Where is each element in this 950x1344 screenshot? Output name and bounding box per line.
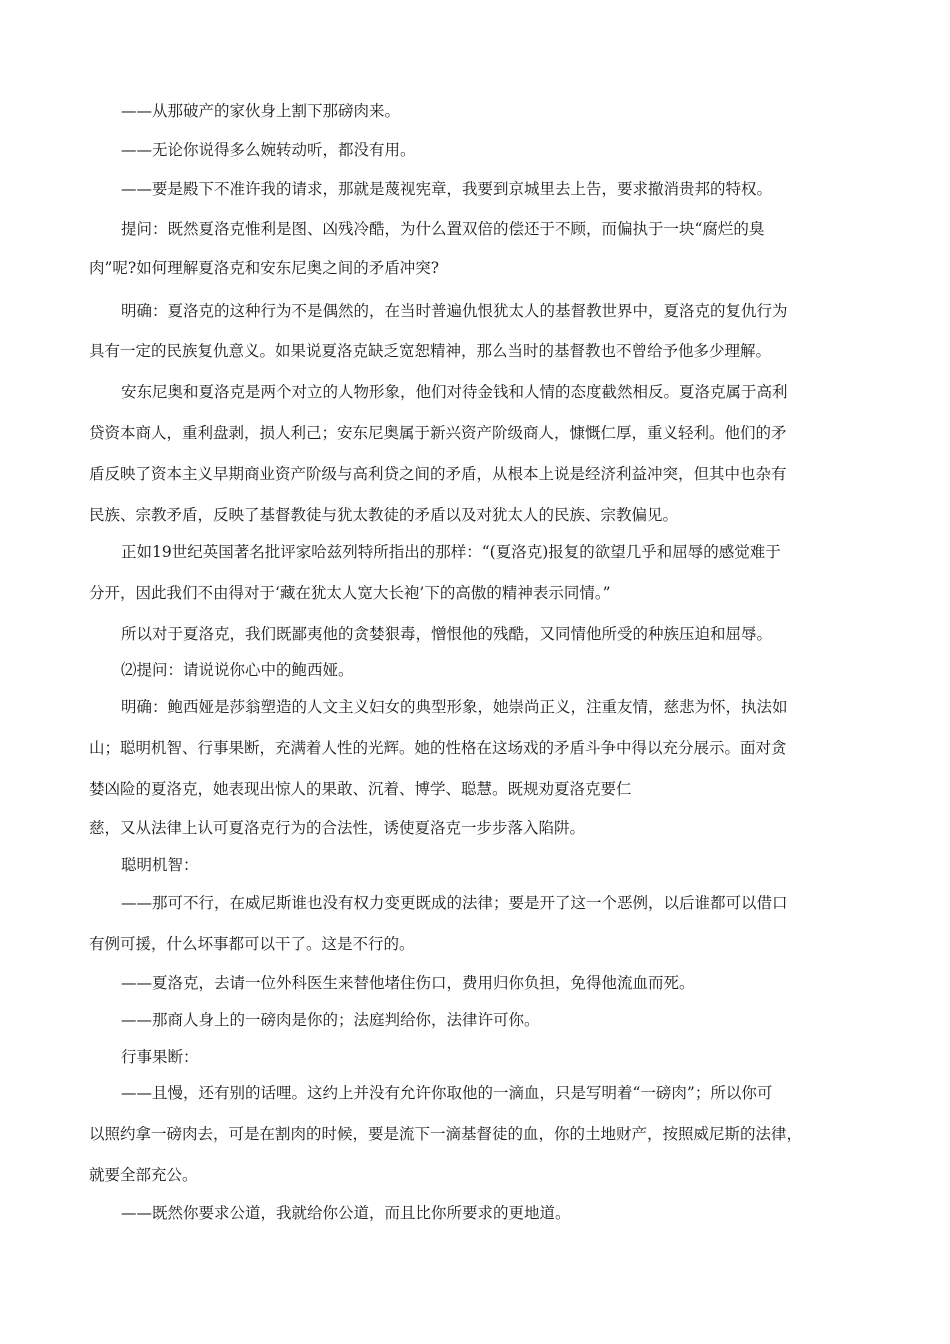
text-line: 分开，因此我们不由得对于‘藏在犹太人宽大长袍’下的高傲的精神表示同情。”: [89, 584, 611, 602]
text-line: 安东尼奥和夏洛克是两个对立的人物形象，他们对待金钱和人情的态度截然相反。夏洛克属于高利: [121, 383, 788, 401]
text-line: 肉”呢?如何理解夏洛克和安东尼奥之间的矛盾冲突?: [89, 259, 440, 277]
text-line: ——夏洛克，去请一位外科医生来替他堵住伤口，费用归你负担，免得他流血而死。: [121, 974, 695, 992]
text-line: 婪凶险的夏洛克，她表现出惊人的果敢、沉着、博学、聪慧。既规劝夏洛克要仁: [89, 780, 632, 798]
text-line: 行事果断：: [121, 1048, 199, 1066]
text-line: 贷资本商人，重利盘剥，损人利己；安东尼奥属于新兴资产阶级商人，慷慨仁厚，重义轻利。他们的矛: [89, 424, 787, 442]
text-line: 民族、宗教矛盾，反映了基督教徒与犹太教徒的矛盾以及对犹太人的民族、宗教偏见。: [89, 506, 679, 524]
text-line: 就要全部充公。: [89, 1166, 198, 1184]
text-line: 盾反映了资本主义早期商业资产阶级与高利贷之间的矛盾，从根本上说是经济利益冲突，但其中也杂有: [89, 465, 787, 483]
text-line: ——从那破产的家伙身上割下那磅肉来。: [121, 102, 401, 120]
text-line: 具有一定的民族复仇意义。如果说夏洛克缺乏宽恕精神，那么当时的基督教也不曾给予他多少理解。: [89, 342, 772, 360]
text-line: ——且慢，还有别的话哩。这约上并没有允许你取他的一滴血，只是写明着“一磅肉”；所以你可: [121, 1084, 773, 1102]
text-line: 提问：既然夏洛克惟利是图、凶残冷酷，为什么置双倍的偿还于不顾，而偏执于一块“腐烂的臭: [121, 220, 765, 238]
text-line: ——那可不行，在威尼斯谁也没有权力变更既成的法律；要是开了这一个恶例，以后谁都可以借口: [121, 894, 788, 912]
text-line: 有例可援，什么坏事都可以干了。这是不行的。: [89, 935, 415, 953]
text-line: 聪明机智：: [121, 856, 199, 874]
text-line: 以照约拿一磅肉去，可是在割肉的时候，要是流下一滴基督徒的血，你的土地财产，按照威尼斯的法律，: [89, 1125, 803, 1143]
text-line: ⑵提问：请说说你心中的鲍西娅。: [121, 661, 354, 679]
text-line: 山；聪明机智、行事果断，充满着人性的光辉。她的性格在这场戏的矛盾斗争中得以充分展示。面对贪: [89, 739, 787, 757]
text-line: 明确：鲍西娅是莎翁塑造的人文主义妇女的典型形象，她崇尚正义，注重友情，慈悲为怀，执法如: [121, 698, 788, 716]
text-line: ——无论你说得多么婉转动听，都没有用。: [121, 141, 416, 159]
text-line: 所以对于夏洛克，我们既鄙夷他的贪婪狠毒，憎恨他的残酷，又同情他所受的种族压迫和屈辱。: [121, 625, 773, 643]
text-line: ——那商人身上的一磅肉是你的；法庭判给你，法律许可你。: [121, 1011, 540, 1029]
text-line: ——既然你要求公道，我就给你公道，而且比你所要求的更地道。: [121, 1204, 571, 1222]
text-line: 明确：夏洛克的这种行为不是偶然的，在当时普遍仇恨犹太人的基督教世界中，夏洛克的复仇行为: [121, 302, 788, 320]
text-line: 正如19世纪英国著名批评家哈兹列特所指出的那样：“(夏洛克)报复的欲望几乎和屈辱的感觉难于: [121, 543, 781, 561]
text-line: 慈，又从法律上认可夏洛克行为的合法性，诱使夏洛克一步步落入陷阱。: [89, 819, 586, 837]
text-line: ——要是殿下不准许我的请求，那就是蔑视宪章，我要到京城里去上告，要求撤消贵邦的特权。: [121, 180, 773, 198]
